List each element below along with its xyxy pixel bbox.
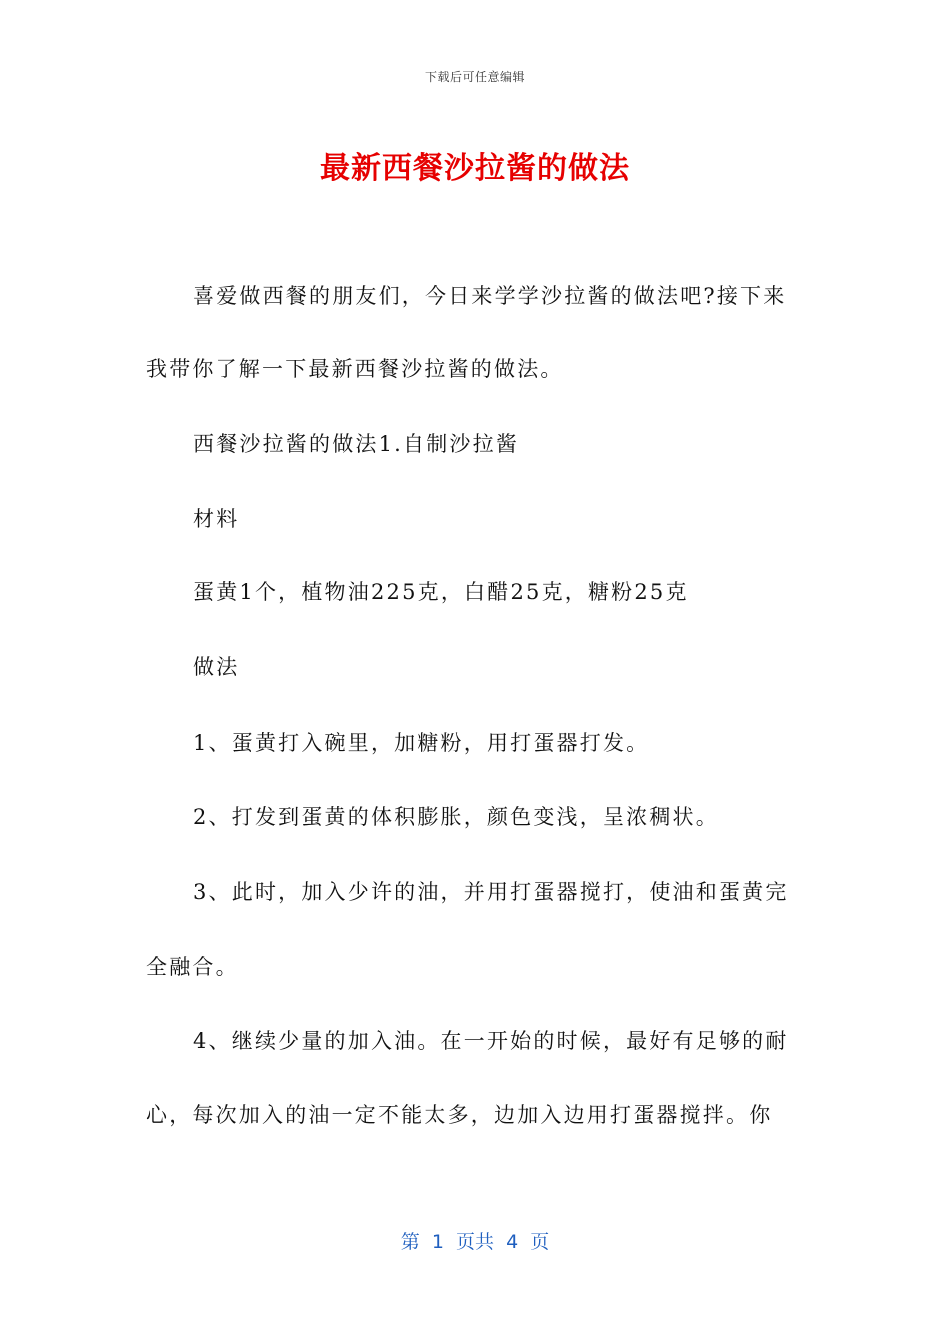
step-2: 2、打发到蛋黄的体积膨胀，颜色变浅，呈浓稠状。 — [193, 805, 719, 829]
header-note: 下载后可任意编辑 — [424, 70, 525, 84]
materials-list: 蛋黄1个，植物油225克，白醋25克，糖粉25克 — [193, 580, 689, 604]
method-heading: 做法 — [193, 655, 240, 679]
materials-heading: 材料 — [193, 507, 240, 531]
step-1: 1、蛋黄打入碗里，加糖粉，用打蛋器打发。 — [193, 731, 650, 755]
page-number: 第 1 页共 4 页 — [400, 1231, 550, 1253]
paragraph-line: 喜爱做西餐的朋友们，今日来学学沙拉酱的做法吧?接下来 — [193, 284, 787, 308]
step-4-continued: 心，每次加入的油一定不能太多，边加入边用打蛋器搅拌。你 — [146, 1103, 773, 1127]
step-4: 4、继续少量的加入油。在一开始的时候，最好有足够的耐 — [193, 1029, 789, 1053]
paragraph-line: 我带你了解一下最新西餐沙拉酱的做法。 — [146, 357, 564, 381]
step-3: 3、此时，加入少许的油，并用打蛋器搅打，使油和蛋黄完 — [193, 880, 789, 904]
section-heading: 西餐沙拉酱的做法1.自制沙拉酱 — [193, 432, 520, 456]
step-3-continued: 全融合。 — [146, 955, 239, 979]
document-title: 最新西餐沙拉酱的做法 — [320, 151, 630, 186]
